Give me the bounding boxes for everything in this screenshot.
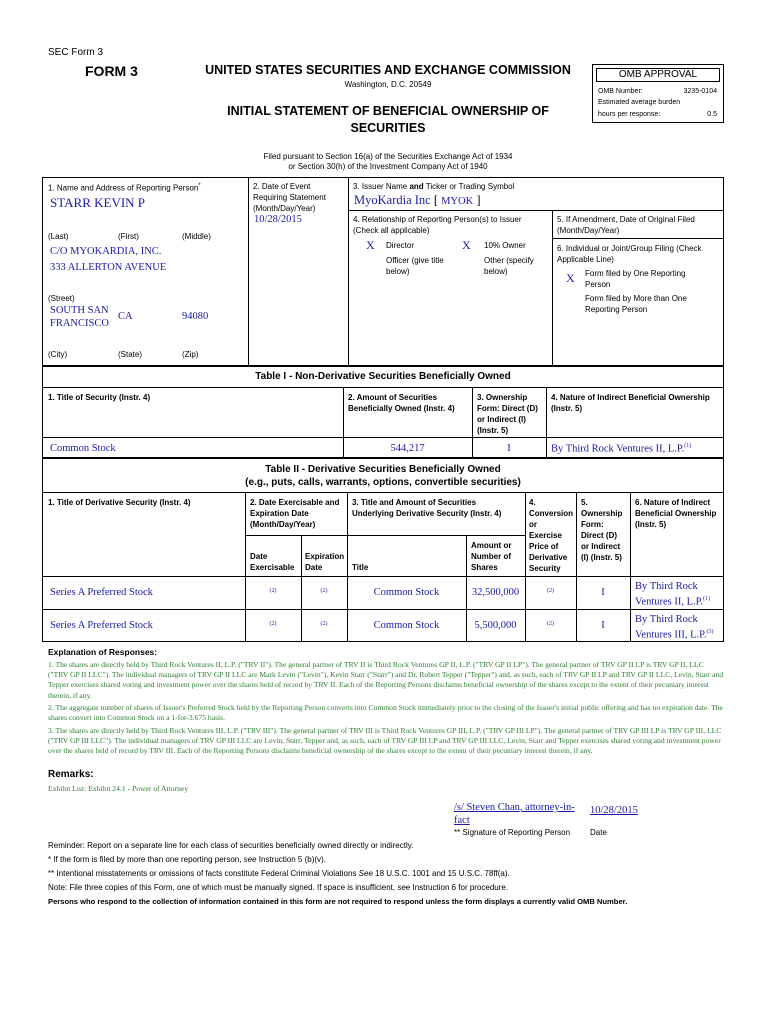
remarks-text: Exhibit List: Exhibit 24.1 - Power of Attorney <box>48 784 189 793</box>
t1-col-nature-2: (Instr. 5) <box>551 404 583 413</box>
box2-label-1: 2. Date of Event <box>253 182 311 191</box>
footnote-1: 1. The shares are directly held by Third Rock Ventures II, L.P. ("TRV II"). The general partner of TRV II is Third Rock Ventures GP II, L.P. ("TRV GP II LP"). The general partner of TRV GP II LP is TRV GP II, LLC ("TRV GP II LLC"). The individual managers of TRV GP II LLC are Mark Levin ("Levin"), Kevin Starr ("Starr") and Dr. Robert Tepper ("Tepper") and, as such, each of TRV GP II LP and TRV GP II LLC, Levin, Starr and Tepper exercises shared voting and investment power over the shares held of record by TRV II. Each of the Reporting Persons disclaims beneficial ownership of the shares except to the extent of their pecuniary interest therein, if any. <box>48 660 724 700</box>
reporting-person-name[interactable]: STARR KEVIN P <box>50 195 146 210</box>
explanation-heading: Explanation of Responses: <box>48 647 158 657</box>
omb-title: OMB APPROVAL <box>596 68 720 82</box>
t2-col-form-4: Direct (D) <box>581 531 618 540</box>
t2-col-shares-1: Amount or <box>471 541 512 550</box>
t2-col-price-2: Conversion <box>529 509 574 518</box>
t2-col-nature-3: (Instr. 5) <box>635 520 667 529</box>
file-copies-note: Note: File three copies of this Form, one of which must be manually signed. If space is insufficient, see Instruction 6 for procedure. <box>48 883 509 892</box>
t2-col-underlying-2: Underlying Derivative Security (Instr. 4) <box>352 509 502 518</box>
signature-label: ** Signature of Reporting Person <box>454 828 571 837</box>
bracket-close: ] <box>476 193 481 207</box>
t2-col-date-1: 2. Date Exercisable and <box>250 498 340 507</box>
t1-nature: By Third Rock Ventures II, L.P.$^{(1)}$ <box>551 443 692 455</box>
t2-col-date-3: (Month/Day/Year) <box>250 520 316 529</box>
t2-r2-title: Series A Preferred Stock <box>50 620 153 631</box>
t2-r2-exercisable: (2) <box>269 621 277 627</box>
ticker-symbol: MYOK <box>441 196 474 207</box>
one-person-label-1: Form filed by One Reporting <box>585 269 686 278</box>
director-label: Director <box>386 241 415 250</box>
statement-title-2: SECURITIES <box>350 121 426 135</box>
sec-form-label: SEC Form 3 <box>48 47 104 58</box>
box5-label-1: 5. If Amendment, Date of Original Filed <box>557 215 695 224</box>
ten-percent-owner-check: X <box>462 238 471 252</box>
omb-number: 3235-0104 <box>683 88 717 95</box>
t1-col-form-4: (Instr. 5) <box>477 426 509 435</box>
box6-label-2: Applicable Line) <box>557 255 614 264</box>
box2-label-2: Requiring Statement <box>253 193 326 202</box>
box4-label-2: (Check all applicable) <box>353 226 430 235</box>
t2-r1-nature: By Third Rock Ventures II, L.P.$^{(1)}$ <box>635 581 710 608</box>
t2-col-shares-3: Shares <box>471 563 498 572</box>
t2-col-expiration-1: Expiration <box>305 552 345 561</box>
t1-amount: 544,217 <box>390 443 425 454</box>
t2-col-price-5: Price of <box>529 542 559 551</box>
double-star-note: ** Intentional misstatements or omissions of facts constitute Federal Criminal Violations See 18 U.S.C. 1001 and 15 U.S.C. 78ff(a). <box>48 869 510 878</box>
more-person-label-1: Form filed by More than One <box>585 294 687 303</box>
t1-col-title: 1. Title of Security (Instr. 4) <box>48 393 151 402</box>
t2-r1-exercisable: (2) <box>269 588 277 594</box>
t2-col-form-3: Form: <box>581 520 604 529</box>
t2-col-date-exercisable-1: Date <box>250 552 268 561</box>
t2-r1-shares: 32,500,000 <box>471 587 520 598</box>
middle-label: (Middle) <box>182 232 211 241</box>
remarks-heading: Remarks: <box>48 769 94 780</box>
one-person-check: X <box>566 271 575 285</box>
officer-label-1: Officer (give title <box>386 256 444 265</box>
t2-r2-expiration: (2) <box>320 621 328 627</box>
star-note: * If the form is filed by more than one reporting person, see Instruction 5 (b)(v). <box>48 855 326 864</box>
address-line-2: 333 ALLERTON AVENUE <box>50 262 167 273</box>
box1-label: 1. Name and Address of Reporting Person* <box>48 183 201 193</box>
t2-col-underlying-1: 3. Title and Amount of Securities <box>352 498 477 507</box>
t2-col-nature-1: 6. Nature of Indirect <box>635 498 711 507</box>
street-label: (Street) <box>48 294 75 303</box>
t2-col-date-2: Expiration Date <box>250 509 309 518</box>
t2-r1-underlying: Common Stock <box>373 587 440 598</box>
t1-col-form-1: 3. Ownership <box>477 393 528 402</box>
more-person-label-2: Reporting Person <box>585 305 648 314</box>
footnote-3: 3. The shares are directly held by Third Rock Ventures III, L.P. ("TRV III"). The general partner of TRV III is Third Rock Ventures GP III, L.P. ("TRV GP III LP"). The general partner of TRV GP III LP is TRV GP III, LLC ("TRV GP III LLC"). The individual managers of TRV GP III LLC are Levin, Starr, Tepper and, as such, each of TRV GP III LP and TRV GP III LLC, Levin, Starr and Tepper exercises shared voting and investment power over the shares held of record by TRV III. Each of the Reporting Persons disclaims beneficial ownership of the shares except to the extent of their pecuniary interest therein, if any. <box>48 726 722 756</box>
reminder-note: Reminder: Report on a separate line for each class of securities beneficially owned directly or indirectly. <box>48 841 414 850</box>
t2-col-date-exercisable-2: Exercisable <box>250 563 295 572</box>
officer-label-2: below) <box>386 267 410 276</box>
city-label: (City) <box>48 350 68 359</box>
filed-pursuant-2: or Section 30(h) of the Investment Company Act of 1940 <box>288 162 488 171</box>
table-2-title-1: Table II - Derivative Securities Beneficially Owned <box>265 464 501 475</box>
t2-col-expiration-2: Date <box>305 563 323 572</box>
t2-col-price-7: Security <box>529 564 561 573</box>
other-label-2: below) <box>484 267 508 276</box>
t2-r2-nature: By Third Rock Ventures III, L.P.$^{(3)}$ <box>635 614 714 641</box>
event-date: 10/28/2015 <box>254 214 302 225</box>
footnote-2: 2. The aggregate number of shares of Issuer's Preferred Stock held by the Reporting Person converts into Common Stock immediately prior to the closing of the Issuer's initial public offering and has no expiration date. The shares convert into Common Stock on a 1-for-3.675 basis. <box>48 703 723 723</box>
date-label: Date <box>590 828 607 837</box>
box2-label-3: (Month/Day/Year) <box>253 204 316 213</box>
t2-col-shares-2: Number of <box>471 552 511 561</box>
t2-col-form-1: 5. <box>581 498 588 507</box>
omb-hours: 0.5 <box>707 111 717 118</box>
omb-burden-label: Estimated average burden <box>598 99 681 106</box>
omb-approval-box <box>592 64 724 123</box>
t2-col-form-6: (I) (Instr. 5) <box>581 553 622 562</box>
t2-r1-expiration: (2) <box>320 588 328 594</box>
agency-location: Washington, D.C. 20549 <box>344 80 432 89</box>
persons-respond-note: Persons who respond to the collection of information contained in this form are not required to respond unless the form displays a currently valid OMB Number. <box>48 897 628 906</box>
t1-col-amount-2: Beneficially Owned (Instr. 4) <box>348 404 455 413</box>
t2-col-underlying-title: Title <box>352 563 369 572</box>
agency-title: UNITED STATES SECURITIES AND EXCHANGE COMMISSION <box>205 63 571 77</box>
t1-col-form-3: or Indirect (I) <box>477 415 526 424</box>
t2-r1-title: Series A Preferred Stock <box>50 587 153 598</box>
signature-date[interactable]: 10/28/2015 <box>590 805 638 816</box>
t2-r1-form: I <box>601 587 605 598</box>
t2-r2-form: I <box>601 620 605 631</box>
ten-percent-owner-label: 10% Owner <box>484 241 526 250</box>
t1-security-title: Common Stock <box>50 443 116 454</box>
t2-col-price-4: Exercise <box>529 531 562 540</box>
omb-number-label: OMB Number: <box>598 88 643 95</box>
box4-label-1: 4. Relationship of Reporting Person(s) to Issuer <box>353 215 522 224</box>
address-line-1: C/O MYOKARDIA, INC. <box>50 246 162 257</box>
t2-col-form-5: or Indirect <box>581 542 621 551</box>
t2-col-title: 1. Title of Derivative Security (Instr. 4) <box>48 498 191 507</box>
t2-r2-shares: 5,500,000 <box>474 620 517 631</box>
t1-ownership-form: I <box>507 443 511 454</box>
box6-label-1: 6. Individual or Joint/Group Filing (Check <box>557 244 702 253</box>
statement-title-1: INITIAL STATEMENT OF BENEFICIAL OWNERSHIP OF <box>227 104 549 118</box>
box5-label-2: (Month/Day/Year) <box>557 226 620 235</box>
t2-r2-price: (2) <box>547 621 554 627</box>
zip-value: 94080 <box>182 311 209 322</box>
other-label-1: Other (specify <box>484 256 534 265</box>
filed-pursuant-1: Filed pursuant to Section 16(a) of the Securities Exchange Act of 1934 <box>263 152 513 161</box>
t2-r2-underlying: Common Stock <box>373 620 440 631</box>
bracket-open: [ <box>433 193 439 207</box>
table-1-title: Table I - Non-Derivative Securities Beneficially Owned <box>255 371 511 382</box>
signature-name[interactable]: /s/ Steven Chan, attorney-in- fact <box>454 802 575 826</box>
t2-col-price-6: Derivative <box>529 553 568 562</box>
omb-hours-label: hours per response: <box>598 111 661 118</box>
t1-col-amount-1: 2. Amount of Securities <box>348 393 438 402</box>
t2-col-price-3: or <box>529 520 537 529</box>
t2-col-form-2: Ownership <box>581 509 623 518</box>
t2-r1-price: (2) <box>547 588 554 594</box>
city-line-2: FRANCISCO <box>50 318 109 329</box>
zip-label: (Zip) <box>182 350 199 359</box>
t1-col-form-2: Form: Direct (D) <box>477 404 538 413</box>
first-label: (First) <box>118 232 139 241</box>
t2-col-nature-2: Beneficial Ownership <box>635 509 717 518</box>
state-value: CA <box>118 311 133 322</box>
issuer-name[interactable]: MyoKardia Inc <box>354 193 431 207</box>
issuer-line <box>354 193 481 208</box>
one-person-label-2: Person <box>585 280 611 289</box>
form-title: FORM 3 <box>85 63 138 79</box>
t1-col-nature-1: 4. Nature of Indirect Beneficial Ownership <box>551 393 710 402</box>
box3-label: 3. Issuer Name and Ticker or Trading Symbol <box>353 182 515 191</box>
state-label: (State) <box>118 350 143 359</box>
last-label: (Last) <box>48 232 69 241</box>
table-2-title-2: (e.g., puts, calls, warrants, options, convertible securities) <box>245 477 521 488</box>
city-line-1: SOUTH SAN <box>50 305 109 316</box>
director-check: X <box>366 238 375 252</box>
t2-col-price-1: 4. <box>529 498 536 507</box>
